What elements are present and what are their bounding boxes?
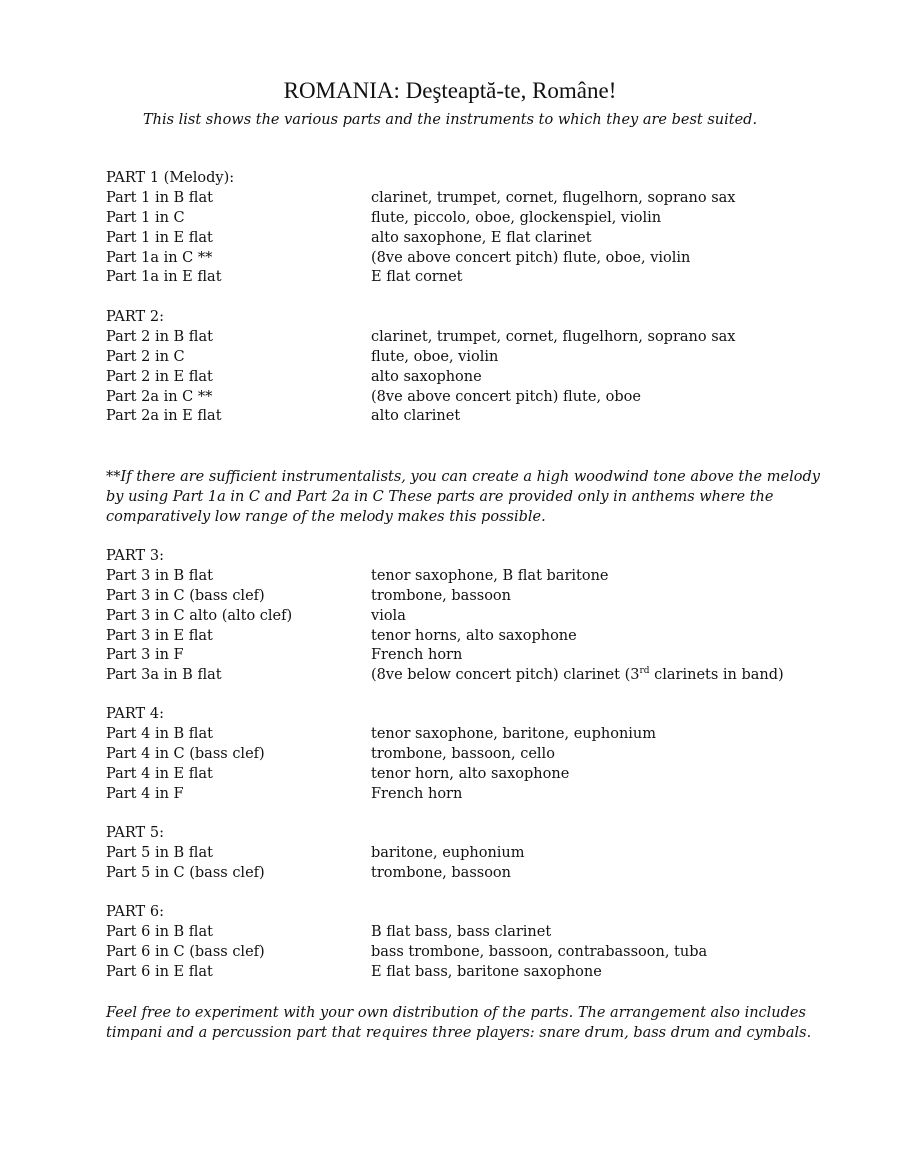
part-row xyxy=(106,963,796,983)
part-name: Part 3 in F xyxy=(106,647,184,664)
part-instruments: alto clarinet xyxy=(371,408,461,425)
part-row xyxy=(106,587,796,607)
part-instruments: clarinet, trumpet, cornet, flugelhorn, soprano sax xyxy=(371,328,736,345)
part-instruments xyxy=(371,666,784,686)
part-row xyxy=(106,765,796,785)
section-heading: PART 5: xyxy=(106,825,164,841)
part-row xyxy=(106,328,796,348)
part-name: Part 1a in C ** xyxy=(106,249,213,266)
part-name: Part 2a in E flat xyxy=(106,408,222,425)
ordinal-suffix: rd xyxy=(639,666,650,677)
part-name: Part 6 in E flat xyxy=(106,963,213,980)
footnote-line: by using Part 1a in C and Part 2a in C These parts are provided only in anthems where the xyxy=(106,489,774,505)
part-row xyxy=(106,745,796,765)
part-instruments: E flat cornet xyxy=(371,269,463,286)
closing-note-line: Feel free to experiment with your own distribution of the parts. The arrangement also includes xyxy=(106,1005,806,1021)
part-instruments: trombone, bassoon, cello xyxy=(371,745,555,762)
footnote-line: **If there are sufficient instrumentalists, you can create a high woodwind tone above the melody xyxy=(106,469,820,485)
part-instruments: clarinet, trumpet, cornet, flugelhorn, soprano sax xyxy=(371,189,736,206)
part-instruments: trombone, bassoon xyxy=(371,864,511,881)
part-instruments: French horn xyxy=(371,785,463,802)
section-heading: PART 2: xyxy=(106,309,164,325)
part-name: Part 4 in B flat xyxy=(106,725,213,742)
part-instruments: bass trombone, bassoon, contrabassoon, tuba xyxy=(371,943,708,960)
section-part-2 xyxy=(106,308,796,427)
part-row xyxy=(106,627,796,647)
part-name: Part 5 in C (bass clef) xyxy=(106,864,265,881)
part-name: Part 6 in B flat xyxy=(106,923,213,940)
part-name: Part 2 in B flat xyxy=(106,328,213,345)
page-subtitle: This list shows the various parts and the instruments to which they are best suited. xyxy=(142,112,758,128)
part-instruments: tenor horns, alto saxophone xyxy=(371,627,577,644)
part-instruments: flute, piccolo, oboe, glockenspiel, violin xyxy=(371,209,662,226)
part-name: Part 3a in B flat xyxy=(106,667,222,684)
part-name: Part 6 in C (bass clef) xyxy=(106,943,265,960)
part-row xyxy=(106,785,796,805)
part-row xyxy=(106,844,796,864)
section-part-5 xyxy=(106,824,796,884)
footnote xyxy=(106,467,820,527)
part-name: Part 1 in C xyxy=(106,209,185,226)
section-part-6 xyxy=(106,903,796,983)
part-name: Part 1 in E flat xyxy=(106,229,213,246)
part-instruments: (8ve above concert pitch) flute, oboe xyxy=(371,388,641,405)
part-name: Part 4 in F xyxy=(106,785,184,802)
instruments-text: (8ve below concert pitch) clarinet (3 xyxy=(371,667,640,684)
part-instruments: baritone, euphonium xyxy=(371,844,525,861)
part-instruments: alto saxophone xyxy=(371,368,482,385)
part-instruments: tenor horn, alto saxophone xyxy=(371,765,570,782)
part-name: Part 4 in E flat xyxy=(106,765,213,782)
part-name: Part 1 in B flat xyxy=(106,189,213,206)
part-instruments: tenor saxophone, B flat baritone xyxy=(371,567,609,584)
part-name: Part 1a in E flat xyxy=(106,269,222,286)
part-instruments: tenor saxophone, baritone, euphonium xyxy=(371,725,657,742)
part-name: Part 2 in E flat xyxy=(106,368,213,385)
part-instruments: (8ve above concert pitch) flute, oboe, violin xyxy=(371,249,691,266)
part-instruments: alto saxophone, E flat clarinet xyxy=(371,229,592,246)
part-row xyxy=(106,864,796,884)
section-heading: PART 3: xyxy=(106,548,164,564)
part-instruments: viola xyxy=(371,607,406,624)
part-instruments: flute, oboe, violin xyxy=(371,348,499,365)
closing-note xyxy=(106,1003,812,1043)
part-row xyxy=(106,189,796,209)
page-title: ROMANIA: Deşteaptă-te, Române! xyxy=(283,78,617,103)
section-heading: PART 6: xyxy=(106,904,164,920)
part-instruments: trombone, bassoon xyxy=(371,587,511,604)
part-row xyxy=(106,348,796,368)
instruments-text: clarinets in band) xyxy=(649,667,784,684)
section-part-4 xyxy=(106,705,796,804)
part-row xyxy=(106,209,796,229)
part-name: Part 5 in B flat xyxy=(106,844,213,861)
part-row xyxy=(106,607,796,627)
part-row xyxy=(106,407,796,427)
part-name: Part 4 in C (bass clef) xyxy=(106,745,265,762)
part-row xyxy=(106,666,796,686)
closing-note-line: timpani and a percussion part that requires three players: snare drum, bass drum and cymbals. xyxy=(106,1025,812,1041)
part-row xyxy=(106,229,796,249)
section-part-3 xyxy=(106,547,796,686)
part-name: Part 3 in E flat xyxy=(106,627,213,644)
part-instruments: B flat bass, bass clarinet xyxy=(371,923,552,940)
part-name: Part 3 in B flat xyxy=(106,567,213,584)
part-name: Part 3 in C (bass clef) xyxy=(106,587,265,604)
part-row xyxy=(106,268,796,288)
part-name: Part 3 in C alto (alto clef) xyxy=(106,607,293,624)
section-heading: PART 1 (Melody): xyxy=(106,170,235,186)
section-part-1 xyxy=(106,169,796,288)
section-heading: PART 4: xyxy=(106,706,164,722)
part-row xyxy=(106,388,796,408)
footnote-line: comparatively low range of the melody makes this possible. xyxy=(106,509,546,525)
part-row xyxy=(106,249,796,269)
part-row xyxy=(106,567,796,587)
part-row xyxy=(106,943,796,963)
part-name: Part 2 in C xyxy=(106,348,185,365)
part-name: Part 2a in C ** xyxy=(106,388,213,405)
part-instruments: E flat bass, baritone saxophone xyxy=(371,963,602,980)
part-row xyxy=(106,923,796,943)
part-row xyxy=(106,646,796,666)
part-row xyxy=(106,368,796,388)
part-instruments: French horn xyxy=(371,647,463,664)
part-row xyxy=(106,725,796,745)
